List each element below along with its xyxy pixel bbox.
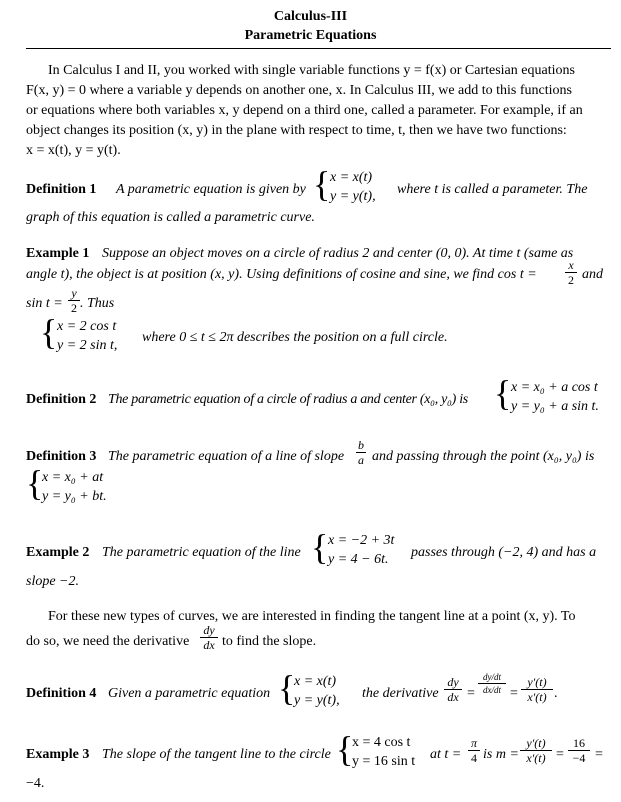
fraction-dydt-dxdt [478, 672, 506, 695]
ex2-label: Example 2 [26, 545, 90, 560]
equation: y = 16 sin t [352, 754, 416, 769]
ex3-result: −4. [26, 776, 45, 791]
numerator: 16 [573, 736, 585, 750]
def4-lead: Given a parametric equation [108, 686, 271, 701]
numerator: b [358, 438, 364, 452]
ex1-tail: where 0 ≤ t ≤ 2π describes the position on a full circle. [142, 330, 448, 345]
intro-line: F(x, y) = 0 where a variable y depends on another one, x. In Calculus III, we add to this functions [26, 83, 572, 98]
ex1-label: Example 1 [26, 246, 90, 261]
def4-label: Definition 4 [26, 686, 97, 701]
equals-sign: = [510, 686, 518, 701]
fraction-yprime-xprime [520, 737, 552, 764]
brace: { [336, 729, 354, 769]
def3-label: Definition 3 [26, 449, 97, 464]
para2-line2a: do so, we need the derivative [26, 634, 190, 649]
def4-system [294, 672, 340, 710]
denominator: a [358, 453, 364, 467]
numerator: y′(t) [527, 675, 547, 689]
fraction-yprime-xprime [521, 676, 553, 703]
denominator: x′(t) [526, 751, 546, 765]
denominator: x′(t) [527, 690, 547, 704]
equation: x = x(t) [330, 170, 373, 185]
ex1-line2a: angle t), the object is at position (x, y). Using definitions of cosine and sine, we find cos t = [26, 267, 537, 282]
fraction-pi-over-4 [468, 737, 480, 764]
brace: { [313, 164, 331, 204]
fraction-dy-dx [200, 624, 218, 651]
def1-lead: A parametric equation is given by [116, 182, 306, 197]
period: . [554, 686, 558, 701]
fraction-bar [478, 683, 506, 684]
ex1-and: and [582, 267, 603, 282]
para2-line1: For these new types of curves, we are interested in finding the tangent line at a point (x, y). To [48, 609, 576, 624]
fraction-x-over-2 [565, 259, 577, 286]
ex3-at: at t = [430, 747, 462, 762]
def4-mid: the derivative [362, 686, 439, 701]
ex3-label: Example 3 [26, 747, 90, 762]
numerator: dy [447, 675, 459, 689]
ex2-system [328, 531, 394, 569]
denominator: 2 [568, 273, 574, 287]
denominator: dx [447, 690, 459, 704]
numerator: dy/dt [483, 672, 501, 682]
numerator: y′(t) [526, 736, 546, 750]
equation: x = x(t) [294, 674, 337, 689]
brace: { [26, 463, 44, 503]
fraction-b-over-a [356, 439, 366, 466]
denominator: −4 [572, 751, 586, 765]
brace: { [278, 668, 296, 708]
def1-system [330, 168, 376, 206]
denominator: dx/dt [483, 685, 501, 695]
ex3-is: is m = [483, 747, 519, 762]
ex2-tail: passes through (−2, 4) and has a [411, 545, 597, 560]
equation: y = 2 sin t, [57, 338, 118, 353]
fraction-dy-dx [444, 676, 462, 703]
equals-sign: = [556, 747, 564, 762]
course-title: Calculus-III [273, 9, 348, 24]
equation: x = x₀ + a cos t [511, 380, 598, 395]
numerator: x [568, 258, 574, 272]
def3-tail: and passing through the point (x₀, y₀) is [372, 449, 595, 464]
equation: x = −2 + 3t [328, 533, 395, 548]
intro-line: In Calculus I and II, you worked with single variable functions y = f(x) or Cartesian equations [48, 63, 575, 78]
def3-system [42, 468, 107, 506]
def3-lead: The parametric equation of a line of slope [108, 449, 345, 464]
ex2-lead: The parametric equation of the line [102, 545, 301, 560]
def1-label: Definition 1 [26, 182, 97, 197]
def2-text: The parametric equation of a circle of radius a and center (x₀, y₀) is [108, 392, 468, 407]
para2-line2b: to find the slope. [222, 634, 317, 649]
equation: y = y(t), [294, 693, 340, 708]
ex1-line1: Suppose an object moves on a circle of radius 2 and center (0, 0). At time t (same as [102, 246, 574, 261]
brace: { [311, 527, 329, 567]
def1-tail: where t is called a parameter. The [397, 182, 588, 197]
equation: y = 4 − 6t. [328, 552, 389, 567]
fraction-16-over-neg4 [568, 737, 590, 764]
ex1-system [57, 317, 117, 355]
ex3-lead: The slope of the tangent line to the circle [102, 747, 331, 762]
equation: y = y₀ + bt. [42, 489, 107, 504]
header-rule [26, 48, 611, 49]
ex1-sin-lead: sin t = [26, 296, 63, 311]
fraction-y-over-2 [68, 287, 80, 314]
numerator: dy [203, 623, 215, 637]
denominator: 2 [71, 301, 77, 315]
ex2-line2: slope −2. [26, 574, 79, 589]
topic-title: Parametric Equations [244, 28, 377, 43]
brace: { [494, 373, 512, 413]
def2-label: Definition 2 [26, 392, 97, 407]
def1-line2: graph of this equation is called a parametric curve. [26, 210, 315, 225]
denominator: dx [203, 638, 215, 652]
equation: y = y₀ + a sin t. [511, 399, 599, 414]
equation: x = 2 cos t [57, 319, 117, 334]
equals-sign: = [595, 747, 603, 762]
denominator: 4 [471, 751, 477, 765]
intro-paragraph [26, 61, 606, 161]
brace: { [40, 312, 58, 352]
intro-line: or equations where both variables x, y depend on a third one, called a parameter. For example, if an [26, 103, 583, 118]
equation: y = y(t), [330, 189, 376, 204]
numerator: y [71, 286, 77, 300]
equals-sign: = [467, 686, 475, 701]
ex3-system [352, 733, 415, 771]
ex1-thus: . Thus [80, 296, 115, 311]
equation: x = 4 cos t [352, 735, 411, 750]
intro-line: object changes its position (x, y) in the plane with respect to time, t, then we have two functions: [26, 123, 567, 138]
intro-line: x = x(t), y = y(t). [26, 143, 121, 158]
def2-system [511, 378, 599, 416]
numerator: π [470, 736, 477, 750]
equation: x = x₀ + at [42, 470, 104, 485]
